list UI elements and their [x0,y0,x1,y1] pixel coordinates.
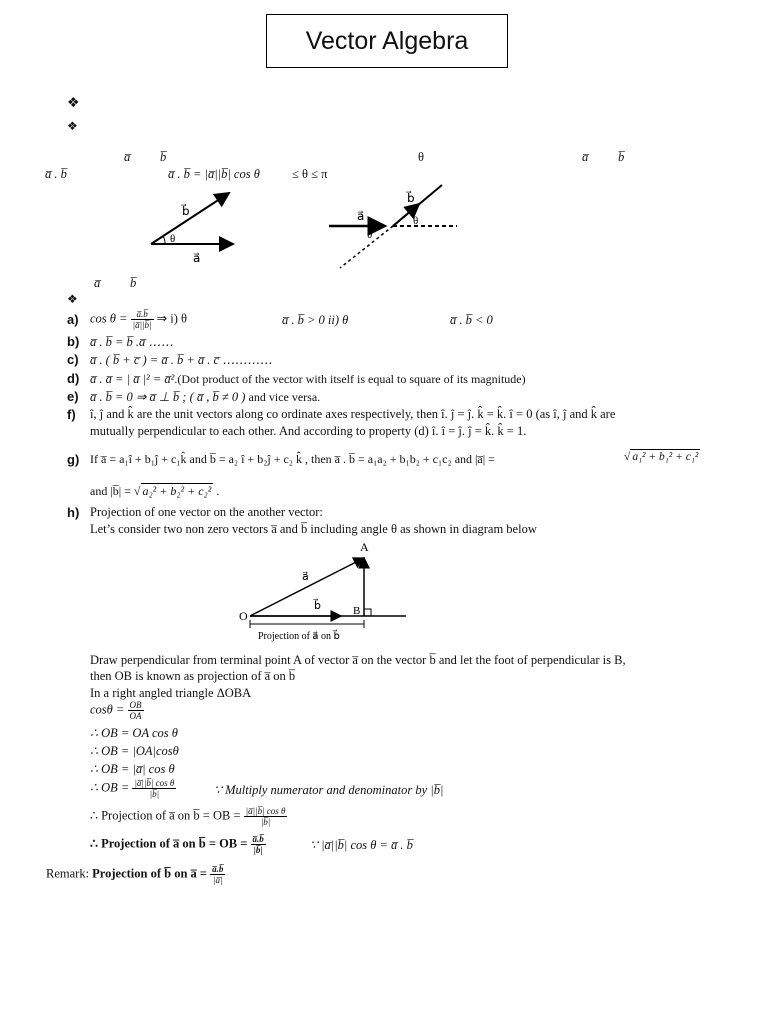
sqrt-magnitude-a: √ a₁² + b₁² + c₁² [624,451,699,463]
point-a: A [360,540,369,554]
property-label: g) [67,452,80,467]
property-d: a̅ . a̅ = | a̅ |² = a̅².(Dot product of the vector with itself is equal to square of its magnitude) [90,372,526,386]
property-f-line1: î, ĵ and k̂ are the unit vectors along co ordinate axes respectively, then î. ĵ = ĵ. k̂ = k̂. î = 0 (as î, ĵ and k̂ are [90,407,616,421]
property-b: a̅ . b̅ = b̅ .a̅ ‥‥‥ [90,335,174,349]
property-label: b) [67,334,80,349]
bullet-diamond-icon: ❖ [67,96,80,111]
remark-label: Remark: [46,866,90,881]
def-b-vec: b̅ [160,150,167,164]
property-label: d) [67,371,80,386]
fraction: $\frac{a̅.b̅}{|a̅|}$ [212,864,224,885]
derivation-step-4-note: ∵ Multiply numerator and denominator by |b̅| [214,783,444,797]
diagram3-a-label: a⃗ [302,571,309,583]
def-a-vec-2: a̅ [582,150,589,164]
fraction: $\frac{\text{|a̅||b̅| cos θ}}{|b̅|}$ [134,778,175,799]
property-label: c) [67,352,79,367]
angle-diagram-2 [325,180,460,270]
page-title: Vector Algebra [305,26,469,55]
derivation-step-5: ∴ Projection of a̅ on b̅ = OB = $\frac{\text{|a̅||b̅| cos θ}}{|b̅|}$ [90,806,286,827]
angle-diagram-1 [145,185,245,265]
between-a-vec: a̅ [94,276,101,290]
derivation-p1: Draw perpendicular from terminal point A of vector a̅ on the vector b̅ and let the foot of perpendicular is B, [90,653,626,667]
def-b-vec-2: b̅ [618,150,625,164]
def-formula: a̅ . b̅ = |a̅||b̅| cos θ [168,167,260,181]
derivation-step-6-note: ∵ |a̅||b̅| cos θ = a̅ . b̅ [310,838,413,852]
right-angle-mark [364,609,371,616]
property-label: h) [67,505,80,520]
property-c: a̅ . ( b̅ + c̅ ) = a̅ . b̅ + a̅ . c̅ ‥‥‥‥‥‥ [90,353,273,367]
property-g-line2: and |b̅| = √ a₂² + b₂² + c₂² . [90,484,220,498]
diagram2-theta-top: θ [413,215,419,227]
diagram1-theta: θ [170,233,176,245]
def-a-dot-b: a̅ . b̅ [45,167,67,181]
property-label: f) [67,407,76,422]
bullet-diamond-icon: ❖ [67,292,78,306]
property-label: a) [67,312,79,327]
def-a-vec: a̅ [124,150,131,164]
diagram1-a-label: a⃗ [193,251,201,265]
def-range: ≤ θ ≤ π [292,167,328,181]
property-g-line1: If a̅ = a₁î + b₁ĵ + c₁k̂ and b̅ = a₂ î + b₂ĵ + c₂ k̂ , then a̅ . b̅ = a₁a₂ + b₁b₂ + c₁c₂ and |a̅| = [90,452,495,466]
derivation-step-6: ∴ Projection of a̅ on b̅ = OB = $\frac{a̅.b̅}{|b̅|}$ [90,834,264,855]
property-e: a̅ . b̅ = 0 ⇒ a̅ ⊥ b̅ ; ( a̅ , b̅ ≠ 0 ) and vice versa. [90,390,321,404]
property-h-line2: Let’s consider two non zero vectors a̅ and b̅ including angle θ as shown in diagram below [90,522,537,536]
angle-arc [163,236,165,244]
property-f-line2: mutually perpendicular to each other. And according to property (d) î. î = ĵ. ĵ = k̂. k̂ = 1. [90,424,527,438]
derivation-p3: In a right angled triangle ΔOBA [90,686,252,700]
property-a-mid: a̅ . b̅ > 0 ii) θ [282,313,349,327]
fraction: $\frac{a̅.b̅}{|a̅||b̅|}$ [132,309,152,330]
between-b-vec: b̅ [130,276,137,290]
property-a-end: a̅ . b̅ < 0 [450,313,493,327]
projection-caption: Projection of a⃗ on b⃗ [258,631,340,642]
derivation-step-3: ∴ OB = |a̅| cos θ [90,762,175,776]
point-o: O [239,609,248,623]
derivation-step-2: ∴ OB = |OA|cosθ [90,744,179,758]
fraction: $\frac{\text{|a̅||b̅| cos θ}}{|b̅|}$ [245,806,286,827]
derivation-p2: then OB is known as projection of a̅ on b̅ [90,669,296,683]
vector-a-arrow [250,558,364,616]
title-box [266,14,508,68]
derivation-step-1: ∴ OB = OA cos θ [90,726,178,740]
fraction: $\frac{OB}{OA}$ [129,700,142,721]
projection-diagram [236,538,412,646]
derivation-step-4: ∴ OB = $\frac{\text{|a̅||b̅| cos θ}}{|b̅|}$ [90,778,175,799]
diagram2-b-label: b⃗ [407,191,415,205]
point-b: B [353,605,361,617]
def-theta: θ [418,150,424,164]
property-a: cos θ = $\frac{a̅.b̅}{|a̅||b̅|}$ ⇒ i) θ [90,309,188,330]
derivation-cos: cosθ = $\frac{OB}{OA}$ [90,700,142,721]
diagram1-b-label: b⃗ [182,204,190,218]
property-label: e) [67,389,79,404]
diagram2-a-label: a⃗ [357,209,365,223]
remark: Remark: Projection of b̅ on a̅ = $\frac{a̅.b̅}{|a̅|}$ [46,864,224,885]
fraction: $\frac{a̅.b̅}{|b̅|}$ [252,834,264,855]
bullet-diamond-icon: ❖ [67,119,78,133]
diagram3-b-label: b⃗ [314,600,321,612]
property-h-line1: Projection of one vector on the another vector: [90,505,323,519]
diagram2-theta-bottom: θ [367,229,373,241]
